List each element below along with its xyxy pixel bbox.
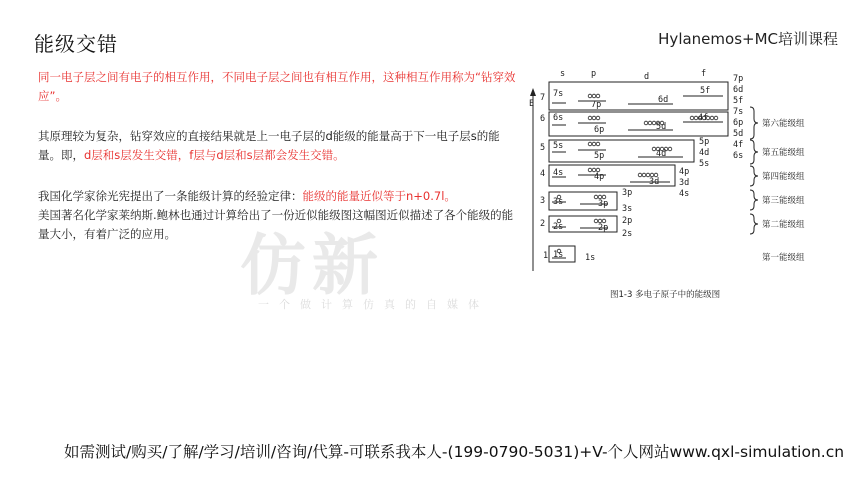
orbital-4p: 4p xyxy=(594,172,605,182)
right-label-5d: 5d xyxy=(733,129,744,139)
shell-number-4: 4 xyxy=(540,169,546,179)
paragraph-principle xyxy=(38,127,518,165)
orbital-4s: 4s xyxy=(553,168,564,178)
right-label-6d: 6d xyxy=(733,85,744,95)
right-label-2p: 2p xyxy=(622,216,633,226)
orbital-1s: 1s xyxy=(553,250,564,260)
orbital-3d: 3d xyxy=(649,177,660,187)
energy-axis-label: E xyxy=(529,99,535,109)
level-group-5: 第五能级组 xyxy=(762,148,805,158)
right-label-7s: 7s xyxy=(733,107,744,117)
orbital-3p: 3p xyxy=(598,199,609,209)
paragraph-empirical-rule xyxy=(38,187,518,244)
right-label-3p: 3p xyxy=(622,188,633,198)
right-label-4p: 4p xyxy=(679,167,690,177)
diagram-caption: 图1-3 多电子原子中的能级图 xyxy=(610,290,721,300)
brand-label: Hylanemos+MC培训课程 xyxy=(658,30,838,48)
orbital-5s: 5s xyxy=(553,141,564,151)
orbital-5f: 5f xyxy=(700,86,711,96)
group-5-box xyxy=(549,140,694,162)
right-label-5p: 5p xyxy=(699,137,710,147)
energy-level-diagram xyxy=(518,66,808,306)
col-header-f: f xyxy=(701,69,707,79)
orbital-4f: 4f xyxy=(698,113,709,123)
right-label-4s: 4s xyxy=(679,189,690,199)
right-label-5s: 5s xyxy=(699,159,710,169)
right-label-4d: 4d xyxy=(699,148,710,158)
rule-intro: 我国化学家徐光宪提出了一条能级计算的经验定律： xyxy=(38,189,303,203)
col-header-d: d xyxy=(644,72,650,82)
shell-number-3: 3 xyxy=(540,196,546,206)
shell-number-5: 5 xyxy=(540,143,546,153)
orbital-2p: 2p xyxy=(598,223,609,233)
orbital-6d: 6d xyxy=(658,95,669,105)
orbital-6p: 6p xyxy=(594,125,605,135)
paragraph-penetration-effect: 同一电子层之间有电子的相互作用，不同电子层之间也有相互作用，这种相互作用称为“钻穿效应”。 xyxy=(38,70,516,103)
col-header-s: s xyxy=(560,69,566,79)
orbital-5p: 5p xyxy=(594,151,605,161)
orbital-6s: 6s xyxy=(553,113,564,123)
orbital-4d: 4d xyxy=(656,149,667,159)
energy-axis-arrow-icon xyxy=(530,88,536,96)
shell-number-7: 7 xyxy=(540,93,546,103)
orbital-3s: 3s xyxy=(553,197,564,207)
right-label-6s: 6s xyxy=(733,151,744,161)
page-title: 能级交错 xyxy=(34,32,118,56)
footer-contact: 如需测试/购买/了解/学习/培训/咨询/代算-可联系我本人-(199-0790-5031)+V-个人网站www.qxl-simulation.cn xyxy=(64,443,845,461)
right-label-6p: 6p xyxy=(733,118,744,128)
orbital-7p: 7p xyxy=(591,100,602,110)
col-header-p: p xyxy=(591,69,597,79)
principle-text: 其原理较为复杂，钻穿效应的直接结果就是上一电子层的d能级的能量高于下一电子层s的能量。即， xyxy=(38,129,500,162)
level-group-1: 第一能级组 xyxy=(762,253,805,263)
right-label-4f: 4f xyxy=(733,140,744,150)
shell-number-2: 2 xyxy=(540,219,546,229)
level-group-2: 第二能级组 xyxy=(762,220,805,230)
pauling-text: 美国著名化学家莱纳斯.鲍林也通过计算给出了一份近似能级图这幅图近似描述了各个能级的能量大小，有着广泛的应用。 xyxy=(38,208,514,241)
level-group-4: 第四能级组 xyxy=(762,172,805,182)
principle-highlight: d层和s层发生交错，f层与d层和s层都会发生交错。 xyxy=(84,148,345,162)
level-group-6: 第六能级组 xyxy=(762,119,805,129)
rule-formula: 能级的能量近似等于n+0.7l。 xyxy=(302,189,456,203)
level-group-3: 第三能级组 xyxy=(762,196,805,206)
watermark-tagline: 一个做计算仿真的自媒体 xyxy=(258,298,489,311)
right-label-1s: 1s xyxy=(585,253,596,263)
shell-number-6: 6 xyxy=(540,114,546,124)
orbital-7s: 7s xyxy=(553,89,564,99)
right-label-2s: 2s xyxy=(622,229,633,239)
right-label-5f: 5f xyxy=(733,96,744,106)
right-label-7p: 7p xyxy=(733,74,744,84)
right-label-3d: 3d xyxy=(679,178,690,188)
orbital-2s: 2s xyxy=(553,222,564,232)
orbital-5d: 5d xyxy=(656,122,667,132)
right-label-3s: 3s xyxy=(622,204,633,214)
shell-number-1: 1 xyxy=(543,251,549,261)
watermark-logo: 仿新 xyxy=(240,227,384,304)
